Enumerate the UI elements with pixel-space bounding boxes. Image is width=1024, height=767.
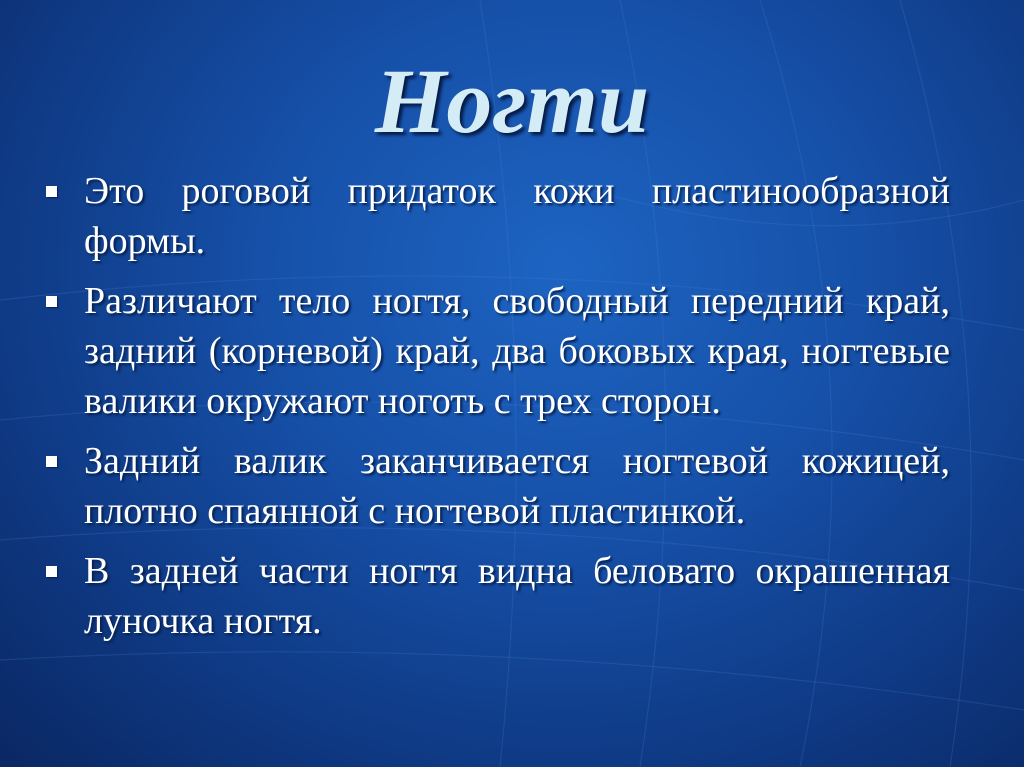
bullet-text: Задний валик заканчивается ногтевой кожицей, плотно спаянной с ногтевой пластинкой.: [84, 440, 950, 532]
square-bullet-icon: [46, 296, 57, 307]
bullet-item: [84, 436, 950, 536]
bullet-text: В задней части ногтя видна беловато окрашенная луночка ногтя.: [84, 550, 950, 642]
bullet-text: Это роговой придаток кожи пластинообразной формы.: [84, 170, 950, 262]
slide-title: Ногти: [374, 50, 650, 152]
bullet-item: [84, 166, 950, 266]
bullet-text: Различают тело ногтя, свободный передний край, задний (корневой) край, два боковых края, ногтевые валики окружают ноготь с трех сторон.: [84, 280, 950, 422]
square-bullet-icon: [46, 186, 57, 197]
bullet-item: [84, 546, 950, 646]
bullet-item: [84, 276, 950, 426]
square-bullet-icon: [46, 456, 57, 467]
square-bullet-icon: [46, 566, 57, 577]
bullet-list: [84, 166, 950, 656]
